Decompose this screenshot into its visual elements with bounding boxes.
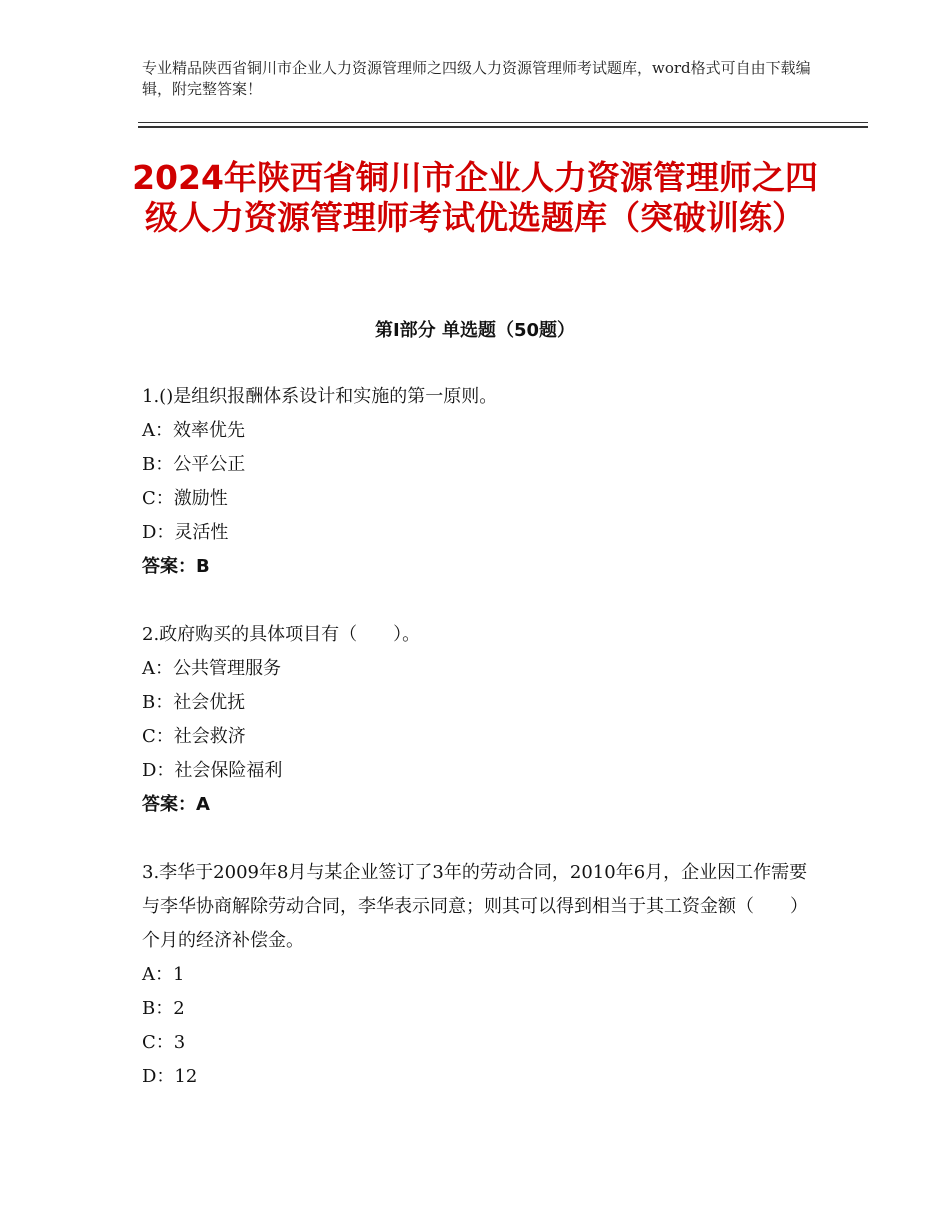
- answer: 答案：B: [142, 556, 210, 577]
- question-2: [142, 618, 822, 822]
- option-b: B：2: [142, 998, 185, 1019]
- header-rule-thin: [138, 122, 868, 123]
- option-a: A：1: [142, 964, 185, 985]
- option-b: B：社会优抚: [142, 692, 246, 713]
- question-stem: 3.李华于2009年8月与某企业签订了3年的劳动合同，2010年6月，企业因工作需要与李华协商解除劳动合同，李华表示同意；则其可以得到相当于其工资金额（ ）个月的经济补偿金。: [142, 862, 808, 951]
- option-d: D：社会保险福利: [142, 760, 283, 781]
- answer: 答案：A: [142, 794, 210, 815]
- header-note: 专业精品陕西省铜川市企业人力资源管理师之四级人力资源管理师考试题库，word格式可自由下载编辑，附完整答案！: [142, 59, 811, 98]
- question-stem: 1.()是组织报酬体系设计和实施的第一原则。: [142, 386, 498, 407]
- option-c: C：激励性: [142, 488, 228, 509]
- option-d: D：灵活性: [142, 522, 229, 543]
- header-rule-thick: [138, 126, 868, 128]
- question-3: [142, 856, 822, 1094]
- option-d: D：12: [142, 1066, 198, 1087]
- option-a: A：公共管理服务: [142, 658, 281, 679]
- option-a: A：效率优先: [142, 420, 245, 441]
- section-title: 第Ⅰ部分 单选题（50题）: [374, 320, 575, 341]
- option-b: B：公平公正: [142, 454, 246, 475]
- document-title: 2024年陕西省铜川市企业人力资源管理师之四级人力资源管理师考试优选题库（突破训练）: [132, 158, 818, 237]
- question-stem: 2.政府购买的具体项目有（ ）。: [142, 624, 421, 645]
- option-c: C：社会救济: [142, 726, 246, 747]
- question-1: [142, 380, 822, 584]
- option-c: C：3: [142, 1032, 186, 1053]
